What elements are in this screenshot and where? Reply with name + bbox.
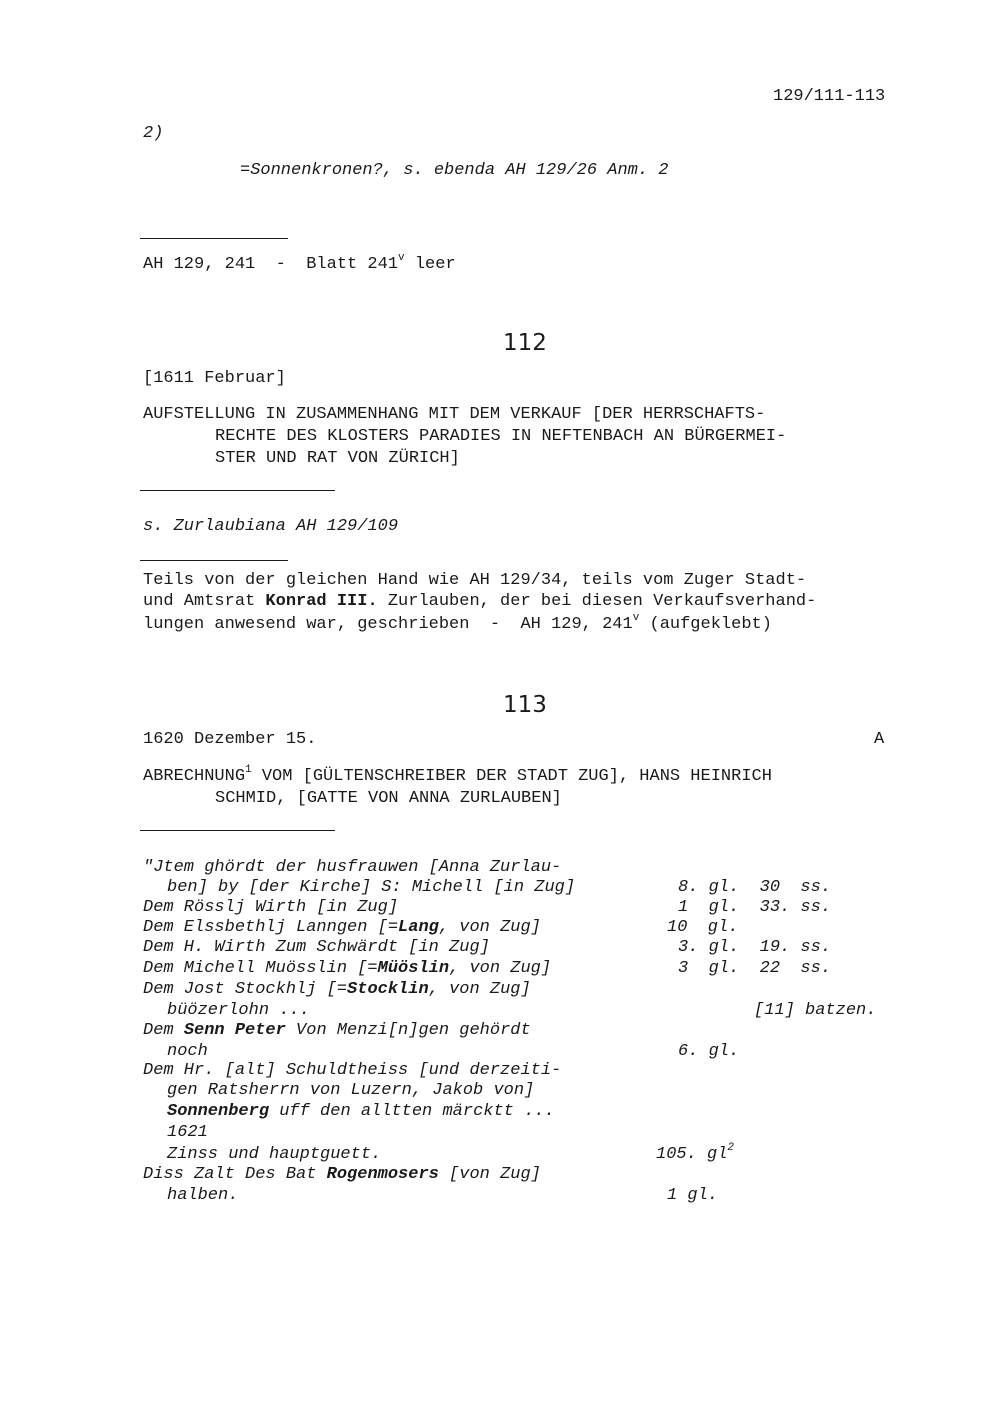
document-number-113: 113: [503, 692, 547, 718]
ledger-entry-line: Zinss und hauptguett.: [167, 1145, 382, 1164]
page-reference: 129/111-113: [773, 87, 886, 106]
ledger-amount: [11] batzen.: [754, 1001, 877, 1020]
document-113-date: 1620 Dezember 15.: [143, 730, 317, 749]
ledger-entry-line: Dem Michell Muösslin [=Müöslin, von Zug]: [143, 959, 552, 978]
document-112-title-line-2: RECHTE DES KLOSTERS PARADIES IN NEFTENBACH AN BÜRGERMEI-: [215, 427, 787, 446]
ledger-entry-line: halben.: [167, 1186, 239, 1205]
document-112-date: [1611 Februar]: [143, 369, 286, 388]
ledger-amount: 105. $gl^2$: [656, 1142, 735, 1164]
document-112-title-line-3: STER UND RAT VON ZÜRICH]: [215, 449, 460, 468]
previous-source-note: AH 129, 241 - Blatt 241$^v$ leer: [143, 252, 456, 274]
divider-line: [140, 560, 288, 561]
ledger-amount: 3. gl. 19. ss.: [678, 938, 832, 957]
ledger-entry-line: Sonnenberg uff den alltten märcktt ...: [167, 1102, 555, 1121]
document-112-reference: s. Zurlaubiana AH 129/109: [143, 517, 399, 536]
ledger-entry-line: Dem Elssbethlj Lanngen [=Lang, von Zug]: [143, 918, 541, 937]
ledger-amount: 1 gl. 33. ss.: [678, 898, 832, 917]
ledger-entry-line: Dem Hr. [alt] Schuldtheiss [und derzeiti-: [143, 1061, 562, 1080]
ledger-entry-line: ben] by [der Kirche] S: Michell [in Zug]: [167, 878, 576, 897]
ledger-entry-line: Dem Rösslj Wirth [in Zug]: [143, 898, 399, 917]
document-113-title-line-2: SCHMID, [GATTE VON ANNA ZURLAUBEN]: [215, 789, 562, 808]
divider-line: [140, 830, 335, 831]
document-112-title-line-1: AUFSTELLUNG IN ZUSAMMENHANG MIT DEM VERKAUF [DER HERRSCHAFTS-: [143, 405, 766, 424]
document-112-description-line-2: und Amtsrat Konrad III. Zurlauben, der bei diesen Verkaufsverhand-: [143, 592, 817, 611]
ledger-amount: 6. gl.: [678, 1042, 740, 1061]
document-number-112: 112: [503, 330, 547, 356]
footnote-text: =Sonnenkronen?, s. ebenda AH 129/26 Anm. 2: [240, 161, 669, 180]
ledger-amount: 3 gl. 22 ss.: [678, 959, 832, 978]
document-113-marker: A: [874, 730, 885, 749]
ledger-entry-line: büözerlohn ...: [167, 1001, 310, 1020]
ledger-amount: 1 gl.: [667, 1186, 719, 1205]
divider-line: [140, 238, 288, 239]
ledger-entry-line: noch: [167, 1042, 208, 1061]
divider-line: [140, 490, 335, 491]
ledger-amount: 10 gl.: [667, 918, 739, 937]
ledger-entry-line: Dem H. Wirth Zum Schwärdt [in Zug]: [143, 938, 490, 957]
document-112-description-line-1: Teils von der gleichen Hand wie AH 129/34, teils vom Zuger Stadt-: [143, 571, 807, 590]
ledger-entry-line: 1621: [167, 1123, 208, 1142]
ledger-entry-line: "Jtem ghördt der husfrauwen [Anna Zurlau-: [143, 858, 562, 877]
ledger-amount: 8. gl. 30 ss.: [678, 878, 832, 897]
ledger-entry-line: Diss Zalt Des Bat Rogenmosers [von Zug]: [143, 1165, 541, 1184]
ledger-entry-line: gen Ratsherrn von Luzern, Jakob von]: [167, 1081, 535, 1100]
document-112-description-line-3: lungen anwesend war, geschrieben - AH 129, 241$^v$ (aufgeklebt): [143, 612, 772, 634]
document-113-title-line-1: ABRECHNUNG$^1$ VOM [GÜLTENSCHREIBER DER STADT ZUG], HANS HEINRICH: [143, 764, 772, 786]
ledger-entry-line: Dem Senn Peter Von Menzi[n]gen gehördt: [143, 1021, 531, 1040]
footnote-number: 2): [143, 124, 164, 143]
ledger-entry-line: Dem Jost Stockhlj [=Stocklin, von Zug]: [143, 980, 531, 999]
